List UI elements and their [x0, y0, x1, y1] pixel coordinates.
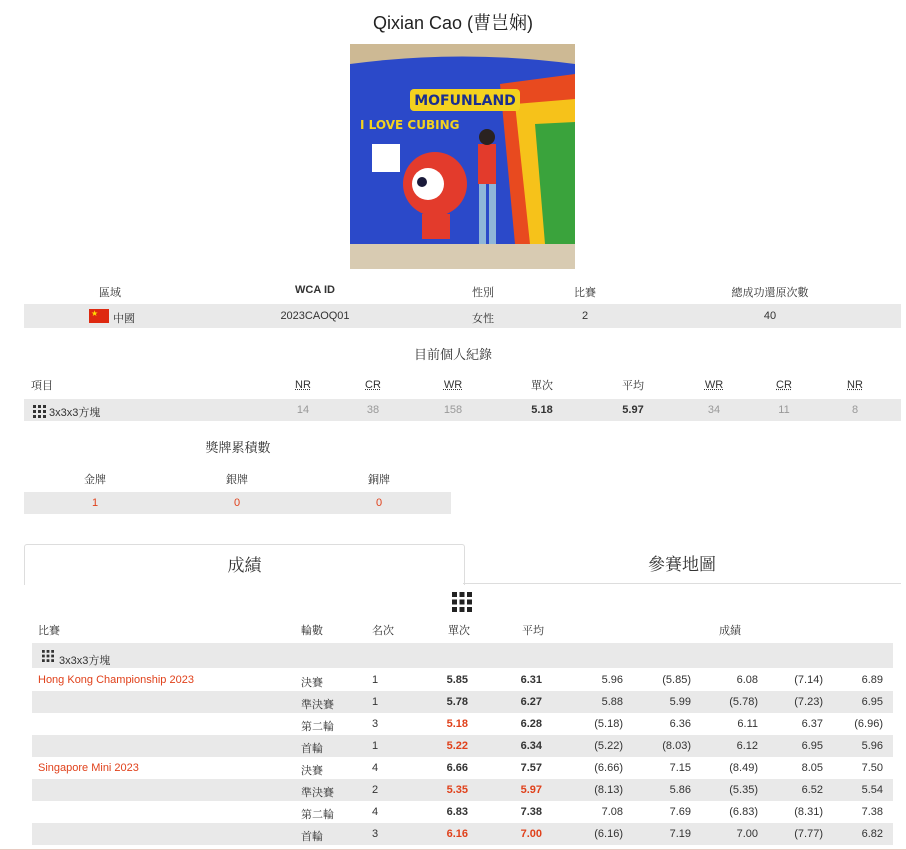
tab-results-label: 成績 — [227, 556, 262, 575]
solve-1-cell: (8.13) — [594, 784, 623, 796]
single-cell: 5.22 — [446, 740, 468, 752]
solve-3-cell: 6.08 — [736, 674, 758, 686]
wca-id-header: WCA ID — [295, 284, 335, 296]
round-cell: 第二輪 — [301, 721, 334, 733]
round-cell: 首輪 — [301, 831, 323, 843]
solve-3-cell: 6.12 — [736, 740, 758, 752]
gender-value: 女性 — [472, 313, 494, 325]
average-cell: 7.57 — [520, 762, 542, 774]
solve-1-cell: (6.16) — [594, 828, 623, 840]
gold-header: 金牌 — [84, 474, 106, 486]
round-cell: 準決賽 — [301, 699, 334, 711]
solve-5-cell: 7.50 — [861, 762, 883, 774]
gender-header: 性別 — [472, 287, 494, 299]
results-average-header: 平均 — [522, 625, 544, 637]
place-cell: 1 — [372, 696, 379, 708]
results-single-header: 單次 — [448, 625, 470, 637]
single-cell: 6.16 — [446, 828, 468, 840]
single-cell: 5.35 — [446, 784, 468, 796]
records-single-value[interactable]: 5.18 — [531, 404, 553, 416]
average-cell: 6.34 — [520, 740, 542, 752]
single-cell: 6.83 — [446, 806, 468, 818]
region-header: 區域 — [99, 287, 121, 299]
solve-4-cell: (8.31) — [794, 806, 823, 818]
records-nr-value: 14 — [296, 404, 310, 416]
average-cell: 5.97 — [520, 784, 542, 796]
records-wr2-header[interactable]: WR — [704, 379, 724, 391]
records-event-header: 項目 — [31, 380, 53, 392]
competition-link[interactable]: Hong Kong Championship 2023 — [38, 674, 194, 686]
solve-3-cell: 7.00 — [736, 828, 758, 840]
solve-3-cell: 6.11 — [737, 718, 758, 730]
cube-333-icon — [33, 405, 46, 421]
solve-5-cell: 6.95 — [861, 696, 883, 708]
solve-4-cell: (7.23) — [794, 696, 823, 708]
tab-map-label: 參賽地圖 — [648, 555, 716, 574]
slogan-sign: I LOVE CUBING — [360, 118, 460, 132]
place-cell: 1 — [372, 740, 379, 752]
average-cell: 6.27 — [520, 696, 542, 708]
place-cell: 4 — [372, 762, 379, 774]
solve-4-cell: (7.77) — [794, 828, 823, 840]
records-average-value[interactable]: 5.97 — [622, 404, 644, 416]
results-round-header: 輪數 — [301, 625, 323, 637]
place-cell: 3 — [372, 718, 379, 730]
records-cr2-header[interactable]: CR — [776, 379, 792, 391]
solve-5-cell: (6.96) — [854, 718, 883, 730]
cube-333-small-icon — [42, 650, 54, 665]
single-cell: 5.78 — [446, 696, 468, 708]
place-cell: 4 — [372, 806, 379, 818]
solve-4-cell: (7.14) — [794, 674, 823, 686]
bronze-header: 銅牌 — [368, 474, 390, 486]
round-cell: 決賽 — [301, 677, 323, 689]
event-group-label: 3x3x3方塊 — [59, 655, 111, 667]
solve-5-cell: 5.54 — [861, 784, 883, 796]
solve-2-cell: (8.03) — [662, 740, 691, 752]
records-event-value[interactable]: 3x3x3方塊 — [49, 407, 101, 419]
solve-5-cell: 6.89 — [861, 674, 883, 686]
place-cell: 3 — [372, 828, 379, 840]
results-competition-header: 比賽 — [38, 625, 60, 637]
results-place-header: 名次 — [372, 625, 394, 637]
solve-1-cell: 5.96 — [601, 674, 623, 686]
average-cell: 6.28 — [520, 718, 542, 730]
average-cell: 7.38 — [520, 806, 542, 818]
solve-1-cell: 7.08 — [601, 806, 623, 818]
solve-3-cell: (8.49) — [729, 762, 758, 774]
place-cell: 2 — [372, 784, 379, 796]
solve-4-cell: 6.95 — [801, 740, 823, 752]
average-cell: 7.00 — [520, 828, 542, 840]
solve-2-cell: 7.69 — [669, 806, 691, 818]
round-cell: 首輪 — [301, 743, 323, 755]
solve-1-cell: (6.66) — [594, 762, 623, 774]
solve-2-cell: 7.19 — [669, 828, 691, 840]
solve-4-cell: 8.05 — [801, 762, 823, 774]
solve-1-cell: 5.88 — [601, 696, 623, 708]
solves-value: 40 — [763, 310, 777, 322]
solve-2-cell: 7.15 — [669, 762, 691, 774]
records-wr-value: 158 — [443, 404, 463, 416]
solve-1-cell: (5.22) — [594, 740, 623, 752]
records-wr2-value: 34 — [707, 404, 721, 416]
brand-sign: MOFUNLAND — [414, 93, 516, 109]
person-name: Qixian Cao (曹岂娴) — [372, 13, 534, 33]
competition-link[interactable]: Singapore Mini 2023 — [38, 762, 139, 774]
records-wr-header[interactable]: WR — [443, 379, 463, 391]
single-cell: 5.18 — [446, 718, 468, 730]
medals-title: 獎牌累積數 — [205, 440, 271, 455]
solve-2-cell: 5.86 — [669, 784, 691, 796]
average-cell: 6.31 — [520, 674, 542, 686]
records-nr-header[interactable]: NR — [295, 379, 311, 391]
solve-3-cell: (5.78) — [729, 696, 758, 708]
records-cr-header[interactable]: CR — [365, 379, 381, 391]
solves-header: 總成功還原次數 — [731, 287, 809, 299]
solve-5-cell: 5.96 — [861, 740, 883, 752]
solve-5-cell: 6.82 — [861, 828, 883, 840]
results-solves-header: 成績 — [719, 625, 741, 637]
solve-2-cell: (5.85) — [662, 674, 691, 686]
competitions-header: 比賽 — [574, 287, 596, 299]
silver-header: 銀牌 — [226, 474, 248, 486]
wca-id-value: 2023CAOQ01 — [280, 310, 350, 322]
records-title: 目前個人紀錄 — [413, 347, 492, 362]
solve-4-cell: 6.37 — [801, 718, 823, 730]
tab-results[interactable] — [24, 544, 465, 585]
records-nr2-header[interactable]: NR — [847, 379, 863, 391]
gold-value[interactable]: 1 — [91, 497, 99, 509]
tabs-divider — [463, 583, 901, 584]
silver-value[interactable]: 0 — [233, 497, 241, 509]
round-cell: 準決賽 — [301, 787, 334, 799]
solve-3-cell: (6.83) — [729, 806, 758, 818]
records-cr-value: 38 — [366, 404, 380, 416]
china-flag-icon: ★ — [89, 309, 109, 323]
event-group-row — [32, 643, 893, 668]
region-value[interactable]: 中國 — [113, 313, 135, 325]
solve-4-cell: 6.52 — [801, 784, 823, 796]
records-average-header: 平均 — [622, 380, 644, 392]
bronze-value[interactable]: 0 — [375, 497, 383, 509]
competitions-value: 2 — [581, 310, 589, 322]
solve-2-cell: 6.36 — [669, 718, 691, 730]
place-cell: 1 — [372, 674, 379, 686]
solve-1-cell: (5.18) — [594, 718, 623, 730]
round-cell: 決賽 — [301, 765, 323, 777]
single-cell: 6.66 — [446, 762, 468, 774]
records-cr2-value: 11 — [778, 404, 790, 416]
solve-5-cell: 7.38 — [861, 806, 883, 818]
tab-map[interactable] — [463, 544, 901, 582]
event-333-icon[interactable] — [452, 592, 472, 615]
single-cell: 5.85 — [446, 674, 468, 686]
solve-2-cell: 5.99 — [669, 696, 691, 708]
profile-photo — [350, 44, 575, 269]
records-nr2-value: 8 — [851, 404, 859, 416]
records-single-header: 單次 — [531, 380, 553, 392]
round-cell: 第二輪 — [301, 809, 334, 821]
solve-3-cell: (5.35) — [729, 784, 758, 796]
